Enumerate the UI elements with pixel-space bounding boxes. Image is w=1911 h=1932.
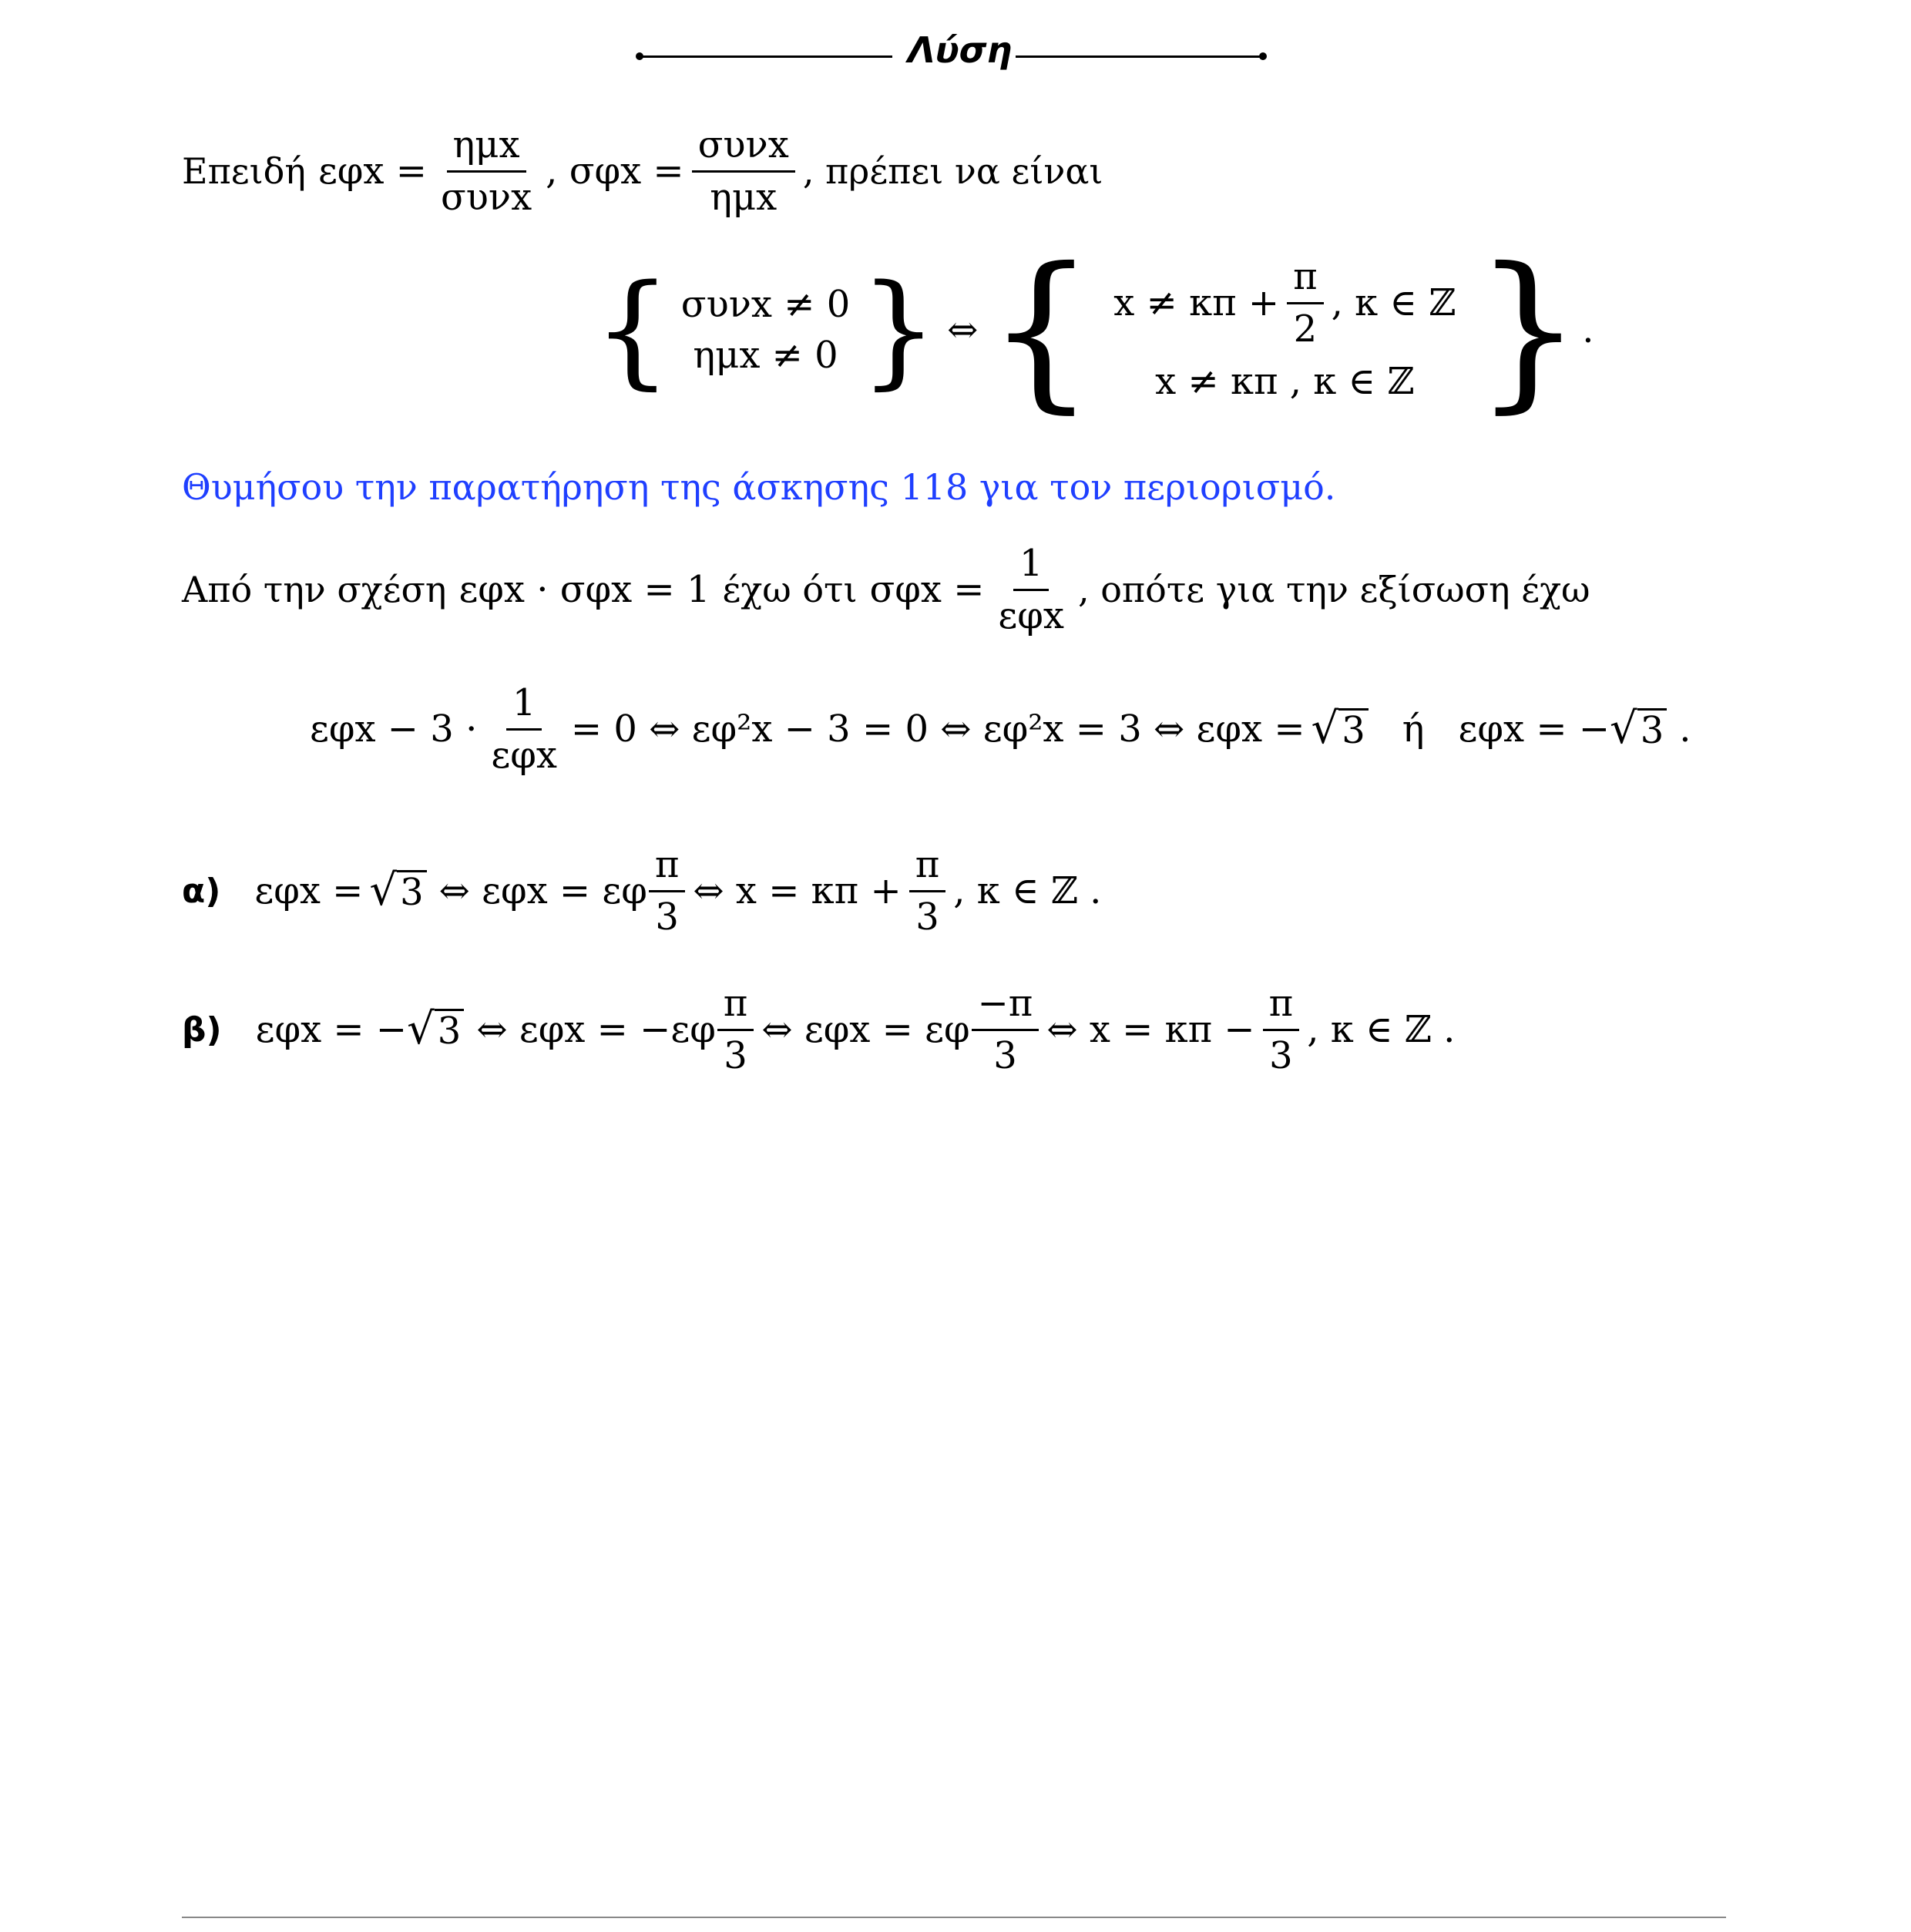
radical-sign: √ [407, 1004, 435, 1055]
text-tail: , οπότε για την εξίσωση έχω [1077, 568, 1590, 610]
item-label: α) [182, 871, 221, 911]
math-cot: , σφx = [546, 149, 684, 193]
alpha-part-c: ⇔ x = κπ + [693, 869, 902, 913]
condition-cos: συνx ≠ 0 [680, 283, 851, 326]
radical-sign: √ [369, 865, 398, 916]
frac-minus-pi-3 [972, 983, 1039, 1077]
frac-pi-3 [649, 845, 686, 938]
frac-den: εφx [491, 733, 557, 777]
frac-num: π [649, 845, 686, 892]
frac-cos-sin [692, 125, 795, 218]
radical-sign: √ [1610, 704, 1637, 754]
beta-part-d: ⇔ x = κπ − [1046, 1008, 1255, 1052]
conditions-right [1095, 254, 1474, 404]
section-title: Λύση [908, 29, 1013, 71]
frac-pi-3 [717, 983, 754, 1077]
radical-sign: √ [1311, 704, 1339, 754]
text-intro: Επειδή [182, 150, 306, 192]
frac-sin-cos [435, 125, 538, 218]
header-rule-right [1016, 55, 1262, 58]
radicand: 3 [1637, 708, 1668, 751]
sqrt-3 [1610, 704, 1667, 754]
solution-beta [182, 983, 1455, 1077]
frac-1-tan [485, 683, 563, 776]
alpha-part-b: ⇔ εφx = εφ [438, 869, 647, 913]
footer-rule [182, 1917, 1726, 1918]
sqrt-3 [1311, 704, 1369, 754]
alpha-part-a: εφx = [254, 869, 364, 913]
iff-symbol: ⇔ [947, 308, 979, 351]
paragraph-relation [182, 543, 1590, 637]
frac-pi-3 [1263, 983, 1300, 1077]
solution-alpha [182, 845, 1101, 938]
left-brace: { [593, 257, 672, 402]
frac-num: ημx [447, 125, 526, 173]
eq-part-a: εφx − 3 · [310, 707, 478, 751]
condition-row-1 [1113, 254, 1456, 351]
frac-num: συνx [692, 125, 795, 173]
radicand: 3 [435, 1009, 465, 1052]
eq-part-b: = 0 ⇔ εφ²x − 3 = 0 ⇔ εφ²x = 3 ⇔ εφx = [570, 707, 1305, 751]
text-left: x ≠ κπ + [1113, 281, 1280, 324]
period: . [1582, 308, 1594, 351]
frac-den: ημx [710, 175, 777, 219]
condition-row-2: x ≠ κπ , κ ∈ ℤ [1155, 360, 1415, 404]
condition-sin: ημx ≠ 0 [693, 334, 838, 377]
sqrt-3 [407, 1004, 464, 1055]
text-intro: Από την σχέση [182, 568, 447, 610]
sqrt-3 [369, 865, 426, 916]
beta-part-c: ⇔ εφx = εφ [761, 1008, 970, 1052]
radicand: 3 [397, 870, 427, 913]
math-tan: εφx = [317, 149, 427, 193]
eq-part-c: εφx = − [1458, 707, 1610, 751]
frac-den: 3 [915, 895, 939, 939]
header-dot-left [636, 52, 643, 60]
beta-part-a: εφx = − [255, 1008, 408, 1052]
text-right: , κ ∈ ℤ [1331, 281, 1456, 324]
reminder-note: Θυμήσου την παρατήρηση της άσκησης 118 για τον περιορισμό. [182, 466, 1336, 508]
frac-num: π [717, 983, 754, 1031]
frac-num: 1 [1013, 543, 1050, 591]
frac-den: συνx [440, 175, 532, 219]
frac-num: π [1263, 983, 1300, 1031]
radicand: 3 [1338, 708, 1369, 751]
right-brace: } [1474, 231, 1583, 428]
conditions-left [672, 279, 859, 381]
frac-den: εφx [998, 593, 1064, 637]
alpha-end: , κ ∈ ℤ . [953, 869, 1102, 913]
left-brace: { [987, 231, 1096, 428]
frac-num: π [909, 845, 946, 892]
math-relation: εφx · σφx = 1 [458, 567, 710, 611]
text-mid: έχω ότι [722, 568, 858, 610]
frac-num: 1 [506, 683, 542, 731]
header-dot-right [1259, 52, 1267, 60]
math-cot: σφx = [869, 567, 985, 611]
frac-den: 3 [724, 1033, 747, 1077]
period: . [1679, 707, 1691, 751]
frac-pi-2 [1287, 254, 1324, 351]
frac-1-tan [992, 543, 1070, 637]
right-brace: } [859, 257, 939, 402]
frac-den: 3 [1269, 1033, 1293, 1077]
paragraph-definitions [182, 125, 1103, 218]
or-word: ή [1402, 707, 1425, 751]
conditions-system [593, 231, 1594, 428]
frac-den: 3 [655, 895, 679, 939]
beta-part-b: ⇔ εφx = −εφ [476, 1008, 716, 1052]
frac-num: π [1287, 257, 1324, 304]
frac-num: −π [972, 983, 1039, 1031]
beta-end: , κ ∈ ℤ . [1307, 1008, 1456, 1052]
frac-den: 3 [993, 1033, 1017, 1077]
frac-den: 2 [1293, 307, 1318, 351]
frac-pi-3 [909, 845, 946, 938]
item-label: β) [182, 1010, 222, 1050]
equation-main [310, 683, 1691, 776]
header-rule-left [640, 55, 892, 58]
text-tail: , πρέπει να είναι [802, 150, 1103, 192]
